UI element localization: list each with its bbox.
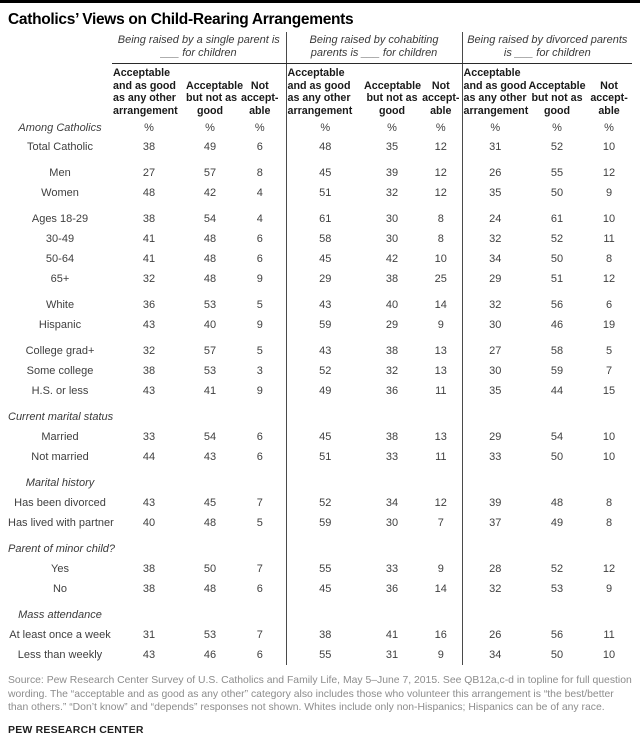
value-cell: 33 <box>142 431 156 443</box>
empty-cell <box>364 605 420 625</box>
value-cell: 54 <box>203 213 217 225</box>
value-cell: 30 <box>462 361 528 381</box>
value-cell: 9 <box>256 385 263 397</box>
empty-cell <box>286 605 364 625</box>
value-cell: 16 <box>434 629 447 641</box>
unit-row <box>8 119 632 137</box>
value-cell: 31 <box>462 137 528 157</box>
value-cell: 15 <box>602 385 616 397</box>
corner-cell <box>8 32 112 64</box>
empty-cell <box>286 407 364 427</box>
section-row <box>8 605 632 625</box>
value-cell: 48 <box>203 583 217 595</box>
empty-cell <box>364 539 420 559</box>
row-label: No <box>52 583 68 595</box>
table-row <box>8 381 632 401</box>
table-header <box>8 32 632 137</box>
value-cell: 45 <box>286 163 364 183</box>
column-header: Not accept- able <box>422 79 460 117</box>
value-cell: 6 <box>256 451 263 463</box>
table-row <box>8 427 632 447</box>
value-cell: 38 <box>286 625 364 645</box>
value-cell: 6 <box>256 583 263 595</box>
value-cell: 34 <box>462 249 528 269</box>
value-cell: 12 <box>434 141 447 153</box>
value-cell: 5 <box>605 345 613 357</box>
value-cell: 56 <box>550 299 564 311</box>
value-cell: 40 <box>203 319 217 331</box>
column-header: Acceptable and as good as any other arrangement <box>113 67 178 117</box>
column-group-title: Being raised by cohabiting parents is ___ for children <box>286 32 462 64</box>
value-cell: 43 <box>142 497 156 509</box>
value-cell: 8 <box>605 517 613 529</box>
value-cell: 61 <box>550 213 564 225</box>
value-cell: 43 <box>203 451 217 463</box>
chart-title: Catholics’ Views on Child-Rearing Arrangements <box>8 11 354 28</box>
value-cell: 55 <box>286 645 364 665</box>
value-cell: 45 <box>203 497 217 509</box>
value-cell: 12 <box>434 187 447 199</box>
section-row <box>8 407 632 427</box>
value-cell: 25 <box>434 273 447 285</box>
value-cell: 50 <box>550 187 564 199</box>
value-cell: 59 <box>550 365 564 377</box>
value-cell: 38 <box>385 345 399 357</box>
value-cell: 26 <box>462 625 528 645</box>
value-cell: 52 <box>550 233 564 245</box>
value-cell: 44 <box>550 385 564 397</box>
value-cell: 7 <box>605 365 613 377</box>
value-cell: 29 <box>462 269 528 289</box>
empty-cell <box>586 539 632 559</box>
table-row <box>8 341 632 361</box>
value-cell: 31 <box>142 629 156 641</box>
empty-cell <box>528 605 586 625</box>
empty-cell <box>586 473 632 493</box>
value-cell: 54 <box>550 431 564 443</box>
value-cell: 6 <box>256 431 263 443</box>
unit-cell: % <box>254 122 265 134</box>
empty-cell <box>112 407 186 427</box>
value-cell: 28 <box>462 559 528 579</box>
value-cell: 31 <box>385 649 399 661</box>
column-header: Acceptable but not as good <box>528 79 586 117</box>
empty-cell <box>112 605 186 625</box>
value-cell: 35 <box>385 141 399 153</box>
empty-cell <box>364 473 420 493</box>
table-row <box>8 183 632 203</box>
value-cell: 55 <box>286 559 364 579</box>
value-cell: 5 <box>256 299 263 311</box>
empty-cell <box>420 605 462 625</box>
empty-cell <box>420 473 462 493</box>
value-cell: 38 <box>385 273 399 285</box>
row-label: Ages 18-29 <box>31 213 89 225</box>
value-cell: 9 <box>437 319 444 331</box>
row-label: College grad+ <box>25 345 95 357</box>
value-cell: 48 <box>286 137 364 157</box>
value-cell: 43 <box>142 385 156 397</box>
row-label: Not married <box>31 451 89 463</box>
value-cell: 38 <box>385 431 399 443</box>
column-group-title: Being raised by a single parent is ___ for children <box>112 32 286 64</box>
value-cell: 12 <box>602 563 616 575</box>
value-cell: 12 <box>434 167 447 179</box>
report-content <box>0 11 640 736</box>
value-cell: 12 <box>602 167 616 179</box>
table-row <box>8 361 632 381</box>
source-note: Source: Pew Research Center Survey of U.S. Catholics and Family Life, May 5–June 7, 2015. See QB12a,c-d in topline for full question wording. The “acceptable and as good as any other” category also includes those who volunteer this arrangement is “the best/better than others.” “Don’t know” and “depends” responses not shown. Whites include only non-Hispanics; Hispanics can be of any race. <box>8 675 632 713</box>
value-cell: 53 <box>203 629 217 641</box>
value-cell: 50 <box>550 451 564 463</box>
value-cell: 29 <box>462 427 528 447</box>
row-label: White <box>45 299 75 311</box>
table-row <box>8 295 632 315</box>
column-header: Not accept- able <box>590 79 628 117</box>
value-cell: 11 <box>603 233 615 245</box>
value-cell: 54 <box>203 431 217 443</box>
value-cell: 6 <box>256 233 263 245</box>
row-label: 30-49 <box>45 233 75 245</box>
value-cell: 7 <box>437 517 444 529</box>
empty-cell <box>586 407 632 427</box>
row-label: 65+ <box>50 273 70 285</box>
value-cell: 51 <box>286 447 364 467</box>
value-cell: 32 <box>462 229 528 249</box>
empty-cell <box>234 473 286 493</box>
value-cell: 35 <box>462 183 528 203</box>
empty-cell <box>234 539 286 559</box>
table-row <box>8 625 632 645</box>
table-row <box>8 315 632 335</box>
value-cell: 48 <box>203 253 217 265</box>
unit-cell: % <box>462 119 528 137</box>
column-header: Not accept- able <box>241 79 279 117</box>
value-cell: 32 <box>142 273 156 285</box>
brand-label: PEW RESEARCH CENTER <box>8 723 144 736</box>
empty-cell <box>234 407 286 427</box>
value-cell: 52 <box>550 563 564 575</box>
column-header-row <box>8 64 632 120</box>
value-cell: 51 <box>550 273 564 285</box>
value-cell: 49 <box>550 517 564 529</box>
value-cell: 52 <box>550 141 564 153</box>
value-cell: 9 <box>256 273 263 285</box>
value-cell: 48 <box>203 517 217 529</box>
unit-cell: % <box>604 122 614 134</box>
value-cell: 58 <box>550 345 564 357</box>
value-cell: 55 <box>550 167 564 179</box>
value-cell: 59 <box>286 315 364 335</box>
value-cell: 26 <box>462 163 528 183</box>
value-cell: 8 <box>605 497 613 509</box>
value-cell: 9 <box>605 583 613 595</box>
table-row <box>8 559 632 579</box>
value-cell: 10 <box>602 431 616 443</box>
group-title-row <box>8 32 632 64</box>
value-cell: 38 <box>142 213 156 225</box>
table-body <box>8 137 632 665</box>
value-cell: 34 <box>385 497 399 509</box>
value-cell: 43 <box>286 341 364 361</box>
section-row <box>8 473 632 493</box>
row-label: Men <box>49 167 71 179</box>
value-cell: 41 <box>142 233 156 245</box>
value-cell: 41 <box>142 253 156 265</box>
empty-cell <box>286 473 364 493</box>
among-label: Among Catholics <box>18 122 102 134</box>
value-cell: 50 <box>550 253 564 265</box>
table-row <box>8 229 632 249</box>
unit-cell: % <box>205 122 215 134</box>
value-cell: 45 <box>286 579 364 599</box>
value-cell: 9 <box>605 187 613 199</box>
value-cell: 59 <box>286 513 364 533</box>
value-cell: 27 <box>142 167 156 179</box>
row-label: Less than weekly <box>17 649 103 661</box>
value-cell: 32 <box>462 295 528 315</box>
value-cell: 32 <box>385 187 399 199</box>
section-label: Marital history <box>25 477 95 489</box>
table-row <box>8 249 632 269</box>
value-cell: 5 <box>256 517 263 529</box>
unit-cell: % <box>387 122 397 134</box>
value-cell: 39 <box>462 493 528 513</box>
value-cell: 30 <box>385 233 399 245</box>
value-cell: 42 <box>385 253 399 265</box>
value-cell: 48 <box>142 187 156 199</box>
value-cell: 27 <box>462 341 528 361</box>
value-cell: 52 <box>286 493 364 513</box>
value-cell: 7 <box>256 497 263 509</box>
column-header: Acceptable but not as good <box>186 79 244 117</box>
empty-cell <box>186 605 234 625</box>
empty-cell <box>528 539 586 559</box>
value-cell: 41 <box>203 385 217 397</box>
empty-cell <box>364 407 420 427</box>
value-cell: 32 <box>385 365 399 377</box>
value-cell: 38 <box>142 583 156 595</box>
value-cell: 57 <box>203 345 217 357</box>
value-cell: 13 <box>434 365 447 377</box>
value-cell: 8 <box>437 233 444 245</box>
value-cell: 30 <box>462 315 528 335</box>
row-label: Hispanic <box>38 319 82 331</box>
corner-cell <box>8 64 112 120</box>
value-cell: 32 <box>142 345 156 357</box>
value-cell: 61 <box>286 209 364 229</box>
value-cell: 6 <box>256 649 263 661</box>
empty-cell <box>420 407 462 427</box>
value-cell: 10 <box>602 213 616 225</box>
value-cell: 13 <box>434 431 447 443</box>
value-cell: 24 <box>462 209 528 229</box>
value-cell: 43 <box>142 319 156 331</box>
value-cell: 53 <box>203 365 217 377</box>
empty-cell <box>462 539 528 559</box>
value-cell: 9 <box>437 563 444 575</box>
value-cell: 50 <box>203 563 217 575</box>
value-cell: 9 <box>256 319 263 331</box>
top-border-bar <box>0 0 640 3</box>
value-cell: 6 <box>256 253 263 265</box>
empty-cell <box>462 473 528 493</box>
value-cell: 40 <box>385 299 399 311</box>
value-cell: 11 <box>435 385 447 397</box>
value-cell: 9 <box>437 649 444 661</box>
value-cell: 48 <box>550 497 564 509</box>
table-row <box>8 269 632 289</box>
table-row <box>8 579 632 599</box>
section-label: Parent of minor child? <box>8 543 115 555</box>
empty-cell <box>528 473 586 493</box>
value-cell: 4 <box>256 187 263 199</box>
value-cell: 10 <box>602 649 616 661</box>
empty-cell <box>112 539 186 559</box>
column-group-title: Being raised by divorced parents is ___ for children <box>462 32 632 64</box>
value-cell: 10 <box>602 451 616 463</box>
table-row <box>8 163 632 183</box>
value-cell: 41 <box>385 629 399 641</box>
value-cell: 12 <box>602 273 616 285</box>
value-cell: 12 <box>434 497 447 509</box>
value-cell: 33 <box>385 451 399 463</box>
value-cell: 36 <box>385 385 399 397</box>
value-cell: 38 <box>142 563 156 575</box>
empty-cell <box>112 473 186 493</box>
value-cell: 3 <box>256 365 263 377</box>
unit-cell: % <box>286 119 364 137</box>
row-label: At least once a week <box>9 629 111 641</box>
value-cell: 43 <box>142 649 156 661</box>
value-cell: 7 <box>256 563 263 575</box>
table-row <box>8 447 632 467</box>
row-label: Yes <box>51 563 69 575</box>
unit-cell: % <box>435 122 446 134</box>
value-cell: 48 <box>203 233 217 245</box>
empty-cell <box>286 539 364 559</box>
value-cell: 49 <box>203 141 217 153</box>
value-cell: 19 <box>602 319 616 331</box>
empty-cell <box>186 407 234 427</box>
empty-cell <box>186 539 234 559</box>
value-cell: 14 <box>434 299 447 311</box>
row-label: 50-64 <box>45 253 75 265</box>
value-cell: 30 <box>385 517 399 529</box>
column-header: Acceptable but not as good <box>364 79 422 117</box>
value-cell: 8 <box>605 253 613 265</box>
table-row <box>8 209 632 229</box>
value-cell: 57 <box>203 167 217 179</box>
empty-cell <box>234 605 286 625</box>
value-cell: 13 <box>434 345 447 357</box>
value-cell: 32 <box>462 579 528 599</box>
value-cell: 51 <box>286 183 364 203</box>
value-cell: 36 <box>385 583 399 595</box>
value-cell: 36 <box>142 299 156 311</box>
value-cell: 6 <box>605 299 613 311</box>
row-label: Has been divorced <box>14 497 106 509</box>
row-label: H.S. or less <box>31 385 89 397</box>
value-cell: 33 <box>385 563 399 575</box>
value-cell: 38 <box>142 141 156 153</box>
row-label: Some college <box>26 365 94 377</box>
value-cell: 8 <box>437 213 444 225</box>
value-cell: 33 <box>462 447 528 467</box>
row-label: Women <box>41 187 79 199</box>
value-cell: 52 <box>286 361 364 381</box>
value-cell: 43 <box>286 295 364 315</box>
value-cell: 42 <box>203 187 217 199</box>
value-cell: 46 <box>550 319 564 331</box>
value-cell: 4 <box>256 213 263 225</box>
value-cell: 37 <box>462 513 528 533</box>
value-cell: 39 <box>385 167 399 179</box>
value-cell: 35 <box>462 381 528 401</box>
value-cell: 46 <box>203 649 217 661</box>
table-row <box>8 493 632 513</box>
value-cell: 7 <box>256 629 263 641</box>
table-row <box>8 513 632 533</box>
empty-cell <box>528 407 586 427</box>
column-header: Acceptable and as good as any other arrangement <box>286 64 364 120</box>
column-header: Acceptable and as good as any other arrangement <box>462 64 528 120</box>
empty-cell <box>186 473 234 493</box>
section-row <box>8 539 632 559</box>
value-cell: 29 <box>385 319 399 331</box>
unit-cell: % <box>552 122 562 134</box>
value-cell: 38 <box>142 365 156 377</box>
value-cell: 40 <box>142 517 156 529</box>
value-cell: 50 <box>550 649 564 661</box>
value-cell: 48 <box>203 273 217 285</box>
value-cell: 10 <box>602 141 616 153</box>
value-cell: 6 <box>256 141 263 153</box>
value-cell: 49 <box>286 381 364 401</box>
table-row <box>8 645 632 665</box>
value-cell: 29 <box>286 269 364 289</box>
empty-cell <box>462 407 528 427</box>
value-cell: 53 <box>550 583 564 595</box>
empty-cell <box>462 605 528 625</box>
value-cell: 45 <box>286 427 364 447</box>
value-cell: 11 <box>435 451 447 463</box>
value-cell: 10 <box>434 253 447 265</box>
empty-cell <box>420 539 462 559</box>
value-cell: 44 <box>142 451 156 463</box>
row-label: Married <box>41 431 79 443</box>
table-row <box>8 137 632 157</box>
value-cell: 8 <box>256 167 263 179</box>
value-cell: 5 <box>256 345 263 357</box>
value-cell: 11 <box>603 629 615 641</box>
stats-table <box>8 32 632 665</box>
row-label: Total Catholic <box>26 141 94 153</box>
section-label: Current marital status <box>8 411 114 423</box>
value-cell: 53 <box>203 299 217 311</box>
unit-cell: % <box>144 122 154 134</box>
value-cell: 30 <box>385 213 399 225</box>
value-cell: 56 <box>550 629 564 641</box>
value-cell: 58 <box>286 229 364 249</box>
section-label: Mass attendance <box>18 609 102 621</box>
value-cell: 34 <box>462 645 528 665</box>
empty-cell <box>586 605 632 625</box>
value-cell: 45 <box>286 249 364 269</box>
value-cell: 14 <box>434 583 447 595</box>
row-label: Has lived with partner <box>8 517 114 529</box>
